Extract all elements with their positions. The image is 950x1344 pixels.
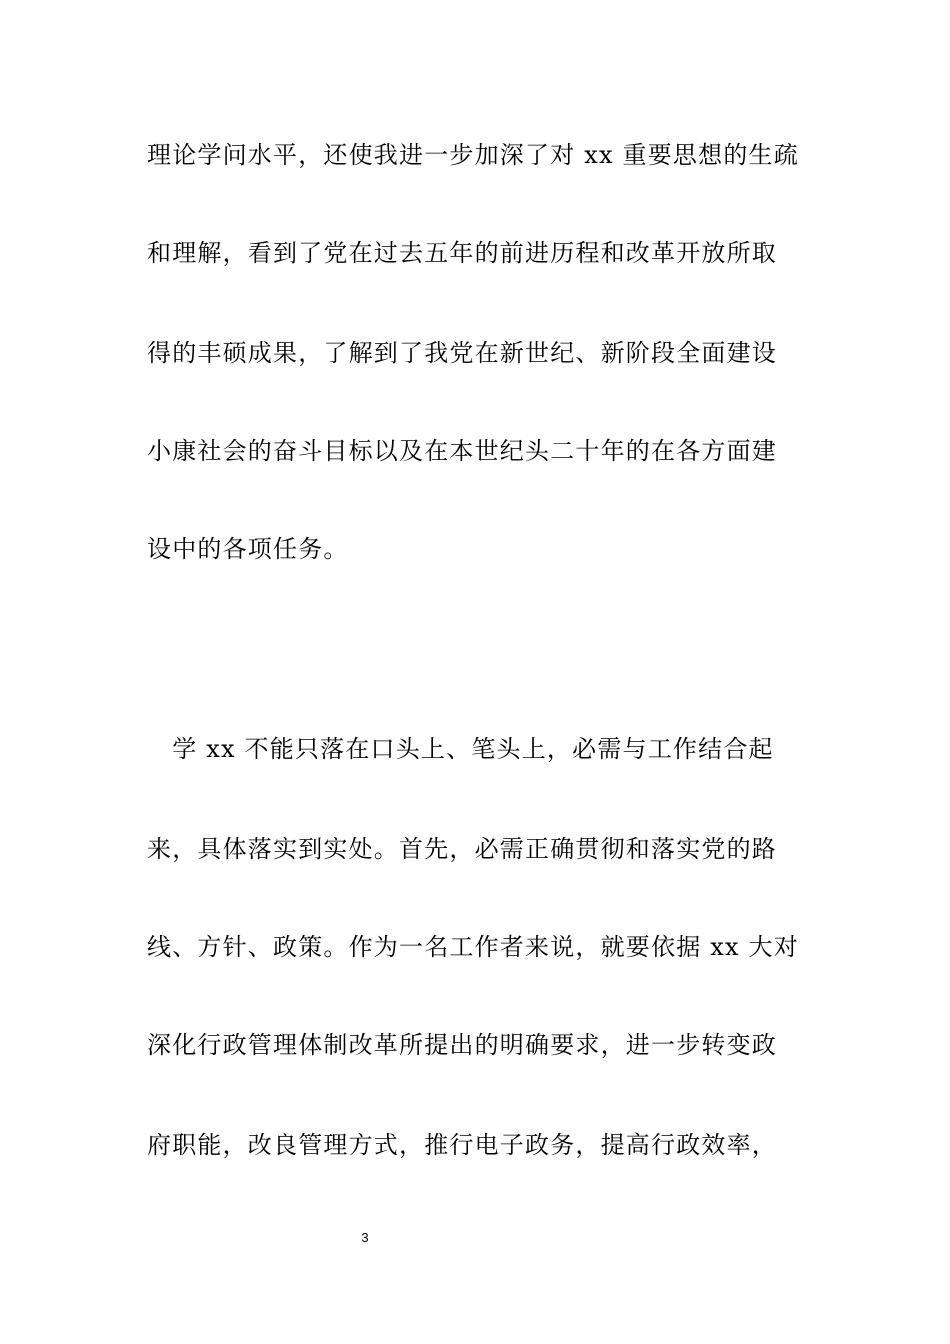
- paragraph-2-line-5: 府职能，改良管理方式，推行电子政务，提高行政效率，: [147, 1131, 777, 1159]
- paragraph-2-line-2: 来，具体落实到实处。首先，必需正确贯彻和落实党的路: [147, 835, 777, 863]
- paragraph-2-line-1: 学 xx 不能只落在口头上、笔头上，必需与工作结合起: [147, 735, 774, 763]
- paragraph-1-line-1: 理论学问水平，还使我进一步加深了对 xx 重要思想的生疏: [147, 141, 799, 169]
- paragraph-1-line-3: 得的丰硕成果，了解到了我党在新世纪、新阶段全面建设: [147, 339, 777, 367]
- paragraph-2-line-3: 线、方针、政策。作为一名工作者来说，就要依据 xx 大对: [147, 933, 799, 961]
- paragraph-1-line-4: 小康社会的奋斗目标以及在本世纪头二十年的在各方面建: [147, 437, 777, 465]
- paragraph-2-line-4: 深化行政管理体制改革所提出的明确要求，进一步转变政: [147, 1031, 777, 1059]
- page-number: 3: [361, 1230, 369, 1245]
- paragraph-1-line-5: 设中的各项任务。: [147, 535, 349, 563]
- paragraph-1-line-2: 和理解，看到了党在过去五年的前进历程和改革开放所取: [147, 239, 777, 267]
